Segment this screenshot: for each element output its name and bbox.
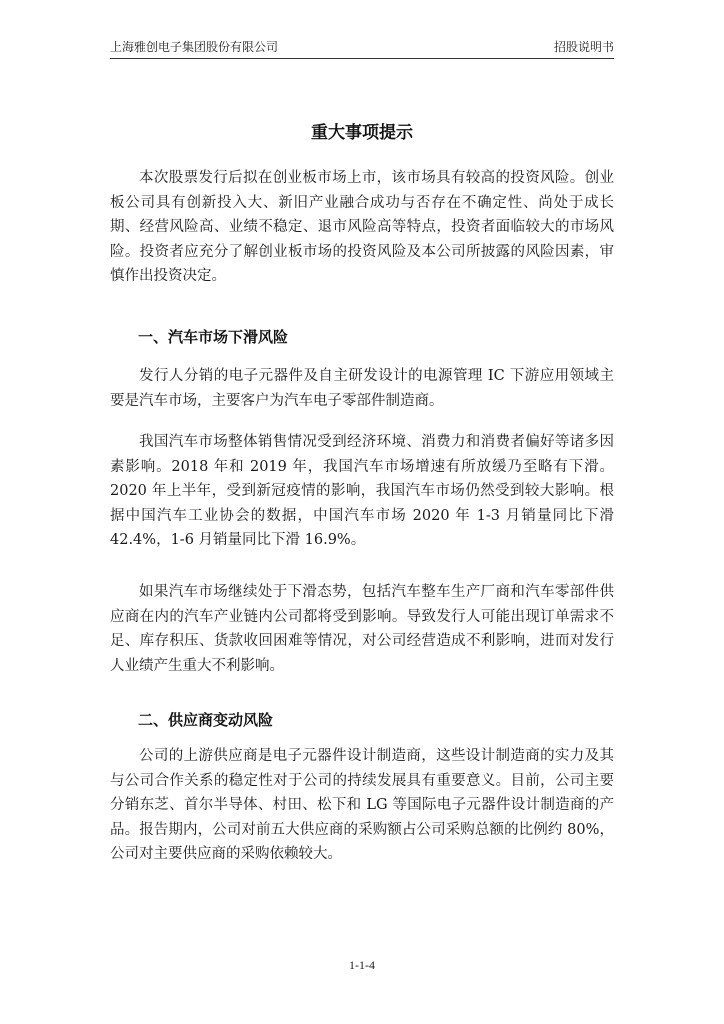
section1-paragraph-1: 发行人分销的电子元器件及自主研发设计的电源管理 IC 下游应用领域主要是汽车市场，主要客户为汽车电子零部件制造商。	[110, 368, 614, 409]
intro-paragraph: 本次股票发行后拟在创业板市场上市，该市场具有较高的投资风险。创业板公司具有创新投入大、新旧产业融合成功与否存在不确定性、尚处于成长期、经营风险高、业绩不稳定、退市风险高等特点，投资者面临较大的市场风险。投资者应充分了解创业板市场的投资风险及本公司所披露的风险因素，审慎作出投资决定。	[110, 170, 614, 284]
header-rule	[110, 58, 614, 59]
page-number: 1-1-4	[349, 958, 375, 972]
page-header	[110, 38, 614, 56]
section2-paragraph-1: 公司的上游供应商是电子元器件设计制造商，这些设计制造商的实力及其与公司合作关系的稳定性对于公司的持续发展具有重要意义。目前，公司主要分销东芝、首尔半导体、村田、松下和 LG 等国际电子元器件设计制造商的产品。报告期内，公司对前五大供应商的采购额占公司采购总额的比例约 80%，公司对主要供应商的采购依赖较大。	[110, 748, 614, 862]
page-title: 重大事项提示	[311, 123, 413, 143]
section2-heading: 二、供应商变动风险	[138, 711, 274, 729]
section1-paragraph-3: 如果汽车市场继续处于下滑态势，包括汽车整车生产厂商和汽车零部件供应商在内的汽车产业链内公司都将受到影响。导致发行人可能出现订单需求不足、库存积压、货款收回困难等情况，对公司经营造成不利影响，进而对发行人业绩产生重大不利影响。	[110, 584, 614, 674]
header-doc-type: 招股说明书	[553, 40, 614, 54]
header-company: 上海雅创电子集团股份有限公司	[110, 40, 279, 54]
section1-heading: 一、汽车市场下滑风险	[138, 328, 289, 346]
section1-paragraph-2: 我国汽车市场整体销售情况受到经济环境、消费力和消费者偏好等诸多因素影响。2018 年和 2019 年，我国汽车市场增速有所放缓乃至略有下滑。2020 年上半年，受到新冠疫情的影响，我国汽车市场仍然受到较大影响。根据中国汽车工业协会的数据，中国汽车市场 2020 年 1-3 月销量同比下滑 42.4%，1-6 月销量同比下滑 16.9%。	[110, 434, 614, 548]
